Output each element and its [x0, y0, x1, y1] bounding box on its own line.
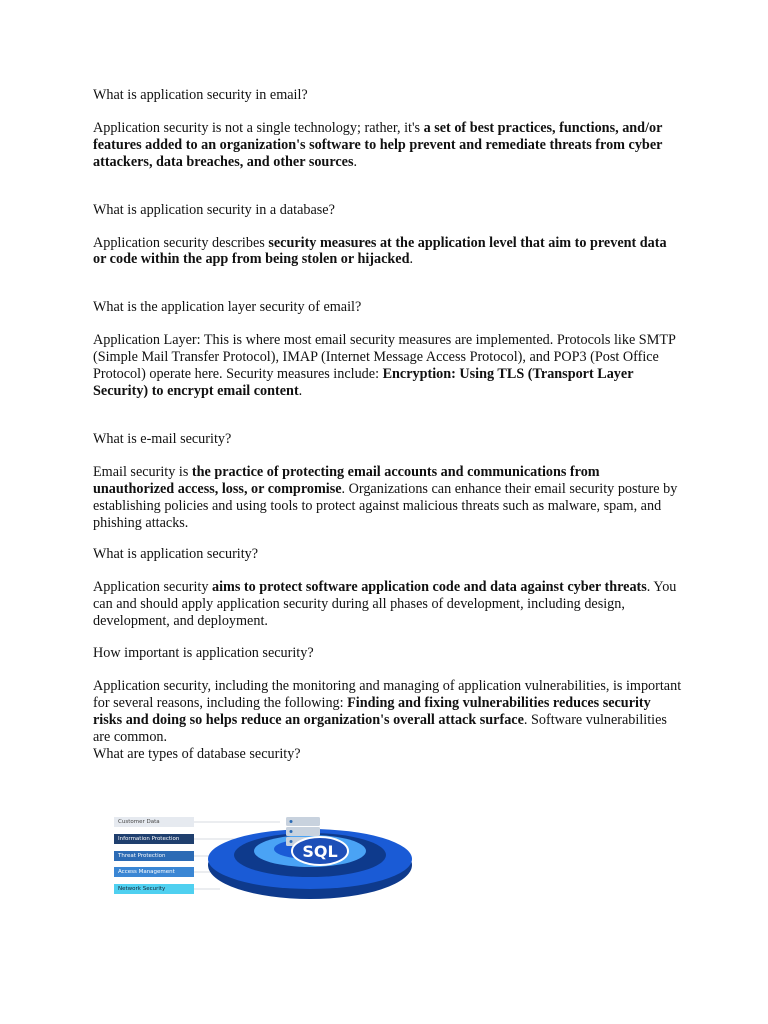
answer-text: . Software vulnerabilities are common.	[93, 711, 667, 745]
figure-label-information-protection: Information Protection	[114, 834, 194, 844]
database-security-figure	[100, 803, 420, 908]
answer-bold-text: Finding and fixing vulnerabilities reduces security risks and doing so helps reduce an organization's overall attack surface	[93, 694, 651, 728]
answer-paragraph	[93, 332, 683, 400]
answer-bold-text: a set of best practices, functions, and/or features added to an organization's software to help prevent and remediate threats from cyber attackers, data breaches, and other sources	[93, 119, 663, 170]
answer-paragraph	[93, 678, 683, 746]
answer-paragraph	[93, 120, 683, 171]
document-body	[93, 87, 683, 762]
answer-text: . Organizations can enhance their email security posture by establishing policies and using tools to protect against malicious threats such as malware, spam, and phishing attacks.	[93, 480, 678, 531]
answer-bold-text: security measures at the application level that aim to prevent data or code within the app from being stolen or hijacked	[93, 234, 667, 268]
answer-text: Application security describes	[93, 234, 269, 251]
question-heading: What is application security in a database?	[93, 201, 335, 218]
question-heading: How important is application security?	[93, 645, 314, 662]
final-question-heading: What are types of database security?	[93, 745, 301, 762]
question-heading: What is application security in email?	[93, 87, 308, 103]
answer-text: .	[409, 251, 414, 268]
answer-text: . You can and should apply application security during all phases of development, including design, development, and deployment.	[93, 579, 677, 630]
answer-text: Email security is	[93, 463, 192, 480]
sql-label: SQL	[302, 842, 338, 861]
answer-bold-text: aims to protect software application code and data against cyber threats	[212, 579, 647, 596]
question-heading: What is the application layer security of email?	[93, 299, 362, 316]
answer-paragraph	[93, 235, 683, 269]
answer-bold-text: Encryption: Using TLS (Transport Layer Security) to encrypt email content	[93, 366, 634, 399]
answer-bold-text: the practice of protecting email accounts and communications from unauthorized access, loss, or compromise	[93, 463, 600, 497]
figure-label-threat-protection: Threat Protection	[114, 851, 194, 861]
answer-text: Application security	[93, 579, 212, 596]
figure-label-network-security: Network Security	[114, 884, 194, 894]
question-heading: What is application security?	[93, 546, 259, 563]
figure-label-access-management: Access Management	[114, 867, 194, 877]
question-heading: What is e-mail security?	[93, 430, 232, 447]
answer-paragraph	[93, 579, 683, 630]
answer-text: Application Layer: This is where most email security measures are implemented. Protocols like SMTP (Simple Mail Transfer Protocol), IMAP (Internet Message Access Protocol), and POP3 (Post Office Protocol) operate here. Security measures include:	[93, 332, 676, 383]
figure-label-customer-data: Customer Data	[114, 817, 194, 827]
answer-text: Application security, including the monitoring and managing of application vulnerabilities, is important for several reasons, including the following:	[93, 677, 682, 711]
sql-database-illustration	[100, 803, 420, 908]
answer-text: .	[298, 382, 303, 399]
answer-text: Application security is not a single technology; rather, it's	[93, 119, 424, 136]
answer-paragraph	[93, 464, 683, 532]
answer-text: .	[353, 153, 358, 170]
